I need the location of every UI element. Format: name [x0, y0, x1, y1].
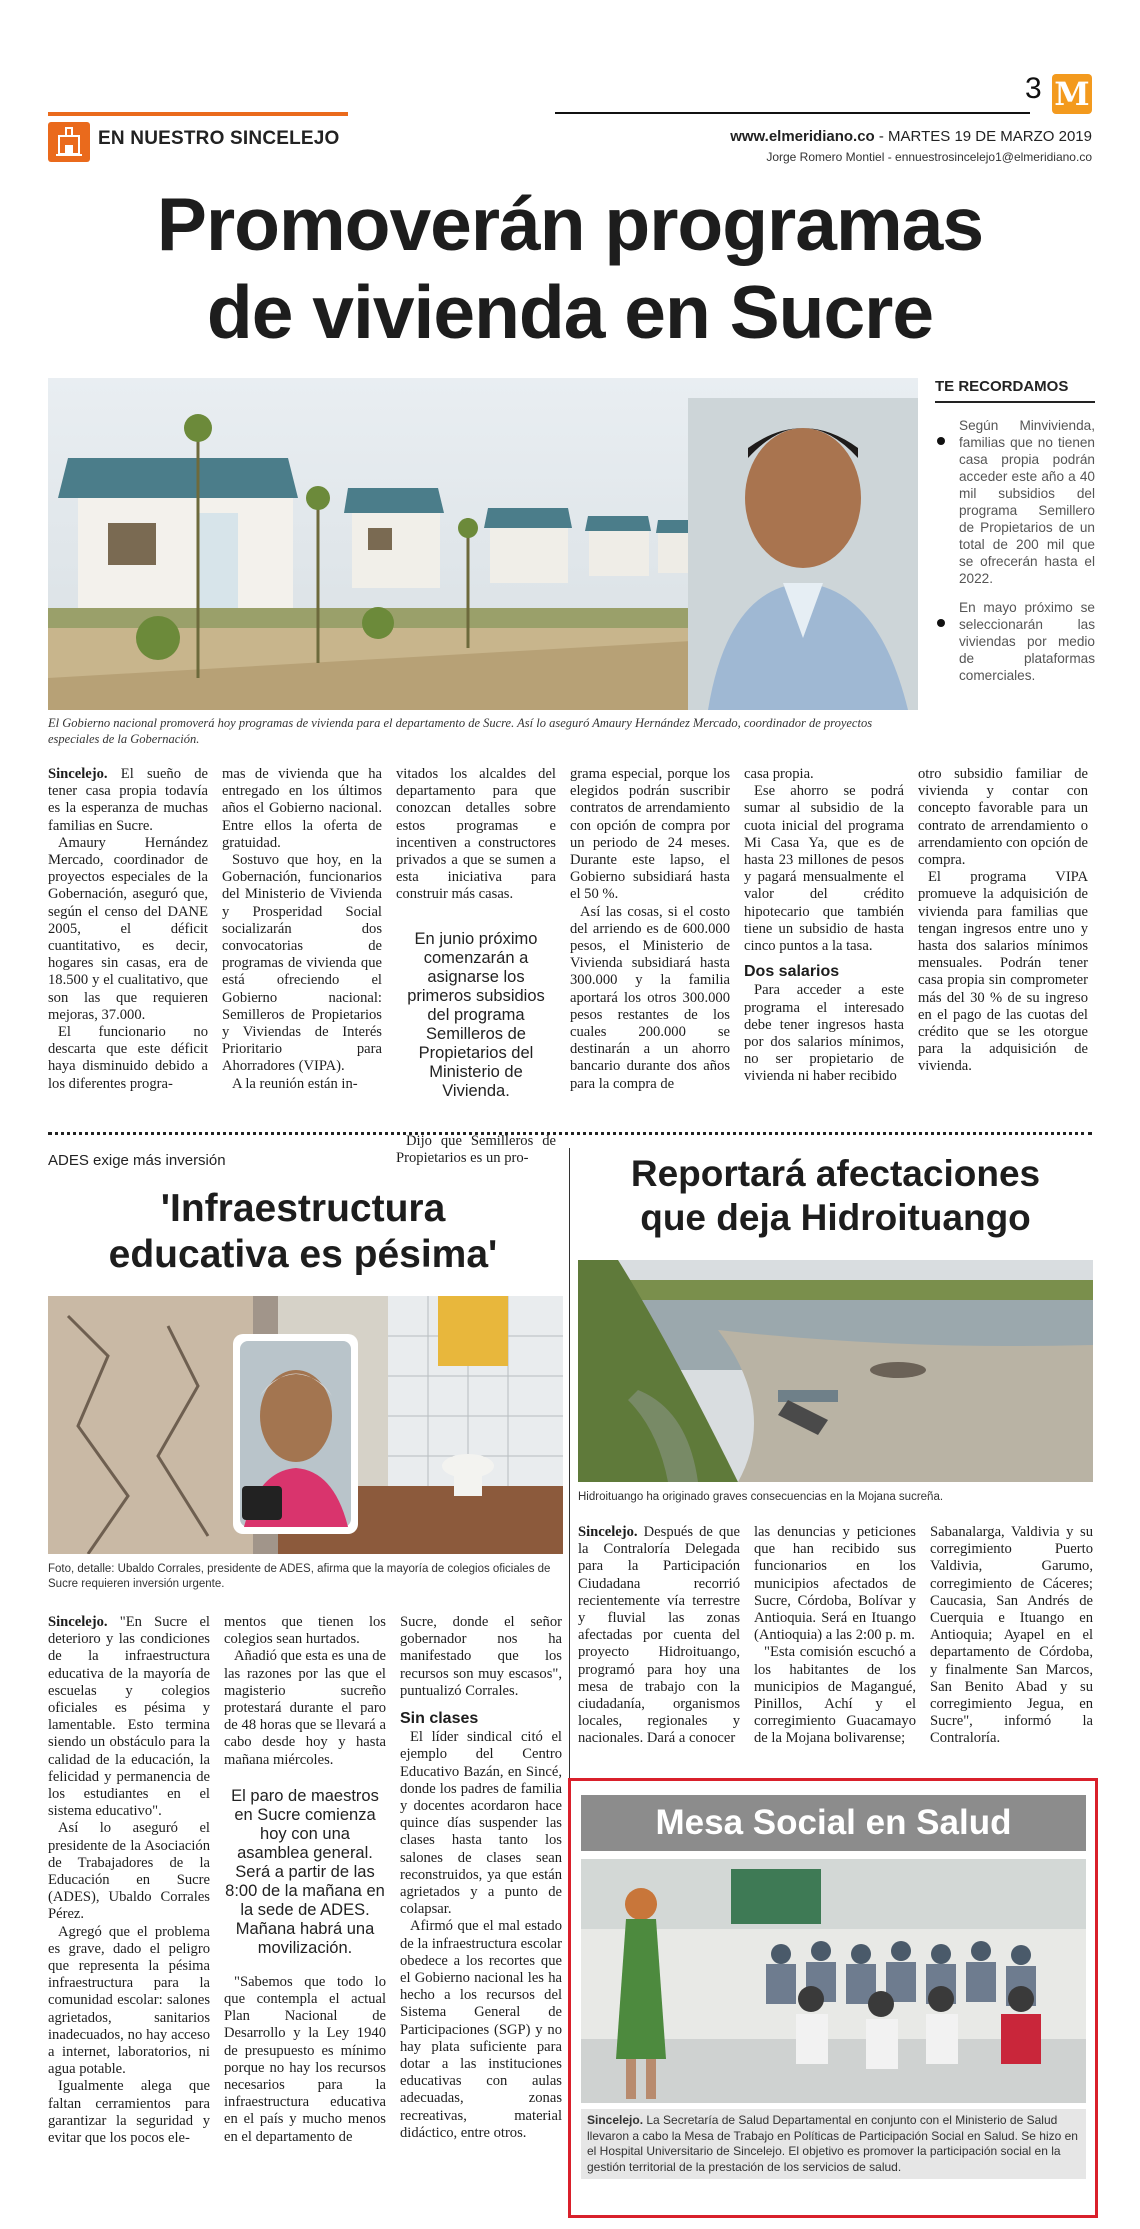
sidebar-rule: [935, 401, 1095, 403]
logo-letter: M: [1054, 75, 1090, 113]
mesa-social-box: [568, 1778, 1098, 2218]
subhead-sin-clases: Sin clases: [400, 1710, 479, 1728]
ades-column-2: mentos que tienen los colegios sean hurtados. Añadió que esta es una de las razones por las que el magisterio sucreño protestará durante el paro de 48 horas que se llevará a cabo desde hoy y hasta mañana miércoles. El paro de maestros en Sucre comienza hoy con una asamblea general. Será a partir de las 8:00 de la mañana en la sede de ADES. Mañana habrá una movilización. "Sabemos que todo lo que contempla el actual Plan Nacional de Desarrollo y la Ley 1940 de presupuesto es mínimo porque no hay los recursos necesarios para la infraestructura educativa en el país y mucho menos en el departamento de: [224, 1614, 386, 2145]
ades-kicker: ADES exige más inversión: [48, 1152, 226, 1169]
header-rule: [555, 112, 1030, 114]
meeting-photo: [581, 1859, 1086, 2103]
dateline: [730, 128, 1092, 145]
sidebar-item-text: En mayo próximo se seleccionarán las viviendas por medio de plataformas comerciales.: [959, 600, 1095, 683]
site-url[interactable]: www.elmeridiano.co: [730, 128, 875, 145]
river-illustration: [578, 1260, 1093, 1482]
main-column-1: Sincelejo. El sueño de tener casa propia todavía es la esperanza de muchas familias en Sucre. Amaury Hernández Mercado, coordinador de proyectos especiales de la Gobernación, aseguró que, según el censo del DANE 2005, el déficit cuantitativo, es decir, hogares sin casas, era de 18.500 y el cualitativo, que son las que requieren mejoras, 37.000. El funcionario no descarta que este déficit haya disminuido debido a los diferentes progra-: [48, 766, 208, 1092]
byline: Jorge Romero Montiel - ennuestrosincelejo1@elmeridiano.co: [766, 150, 1092, 164]
school-photo: [48, 1296, 563, 1554]
page-number: 3: [1025, 72, 1042, 105]
sidebar-box: [935, 378, 1095, 684]
bullet-icon: [937, 619, 945, 627]
main-headline: [0, 180, 1140, 356]
hidro-column-1: Sincelejo. Después de que la Contraloría Delegada para la Participación Ciudadana recorrió recientemente vía terrestre y fluvial las zonas afectadas por cuenta del proyecto Hidroituango, programó para hoy una mesa de trabajo con la ciudadanía, organismos locales, regionales y nacionales. Dará a conocer: [578, 1524, 741, 1747]
mesa-social-banner: Mesa Social en Salud: [581, 1795, 1086, 1851]
section-accent-line: [48, 112, 348, 116]
main-column-5: casa propia. Ese ahorro se podrá sumar al subsidio de la cuota inicial del programa Mi Casa Ya, que es de hasta 23 millones de pesos y pagará mensualmente el valor del crédito hipotecario que también tiene un subsidio de hasta cinco puntos a la tasa. Dos salarios Para acceder a este programa el interesado debe tener ingresos hasta por dos salarios mínimos, no ser propietario de vivienda ni haber recibido: [744, 766, 904, 1085]
ades-column-3: Sucre, donde el señor gobernador nos ha manifestado que los recursos son muy escasos", puntualizó Corrales. Sin clases El líder sindical citó el ejemplo del Centro Educativo Bazán, en Sincé, donde los padres de familia y docentes acordaron hace quince días suspender las clases hasta tanto los salones de clases sean reconstruidos, ya que están agrietados y a punto de colapsar. Afirmó que el mal estado de la infraestructura escolar obedece a los recortes que el Gobierno nacional les ha hecho a los recursos del Sistema General de Participaciones (SGP) y no hay plata suficiente para dotar a las instituciones educativas con aulas adecuadas, zonas recreativas, material didáctico, entre otros.: [400, 1614, 562, 2141]
town-hall-icon: [48, 122, 90, 162]
main-headline-line1: Promoverán programas: [156, 182, 984, 266]
housing-photo: [48, 378, 918, 710]
main-column-6: otro subsidio familiar de vivienda y contar con concepto favorable para un contrato de arrendamiento o arrendamiento con opción de compra. El programa VIPA promueve la adquisición de vivienda para familias que tengan ingresos entre uno y hasta dos salarios mínimos mensuales. Podrán tener casa propia sin comprometer más del 30 % de su ingreso en el pago de las cuotas del crédito que se les otorgue para la adquisición de vivienda.: [918, 766, 1088, 1075]
sidebar-item-text: Según Minvivienda, familias que no tienen casa propia podrán acceder este año a 40 mil subsidios del programa Semillero de Propietarios de un total de 200 mil que se ofrecerán hasta el 2022.: [959, 418, 1095, 586]
issue-date: - MARTES 19 DE MARZO 2019: [878, 128, 1092, 145]
sidebar-item: [935, 599, 1095, 684]
ades-headline: 'Infraestructura educativa es pésima': [108, 1187, 498, 1276]
meeting-illustration: [581, 1859, 1086, 2103]
subhead-dos-salarios: Dos salarios: [744, 963, 840, 981]
sidebar-title: TE RECORDAMOS: [935, 378, 1069, 395]
main-photo-caption: El Gobierno nacional promoverá hoy programas de vivienda para el departamento de Sucre. Así lo aseguró Amaury Hernández Mercado, coordinador de proyectos especiales de la Gobernación.: [48, 716, 873, 746]
section-icon: [48, 122, 90, 162]
ades-photo-caption: Foto, detalle: Ubaldo Corrales, presidente de ADES, afirma que la mayoría de colegios oficiales de Sucre requieren inversión urgente.: [48, 1563, 551, 1590]
hidro-column-3: Sabanalarga, Valdivia y su corregimiento Puerto Valdivia, Garumo, corregimiento de Cáceres; Caucasia, San Andrés de Cuerquia e Ituango en Antioquia; Ayapel en el departamento de Córdoba, y finalmente San Marcos, San Benito Abad y su corregimiento Jegua, en Sucre", informó la Contraloría.: [930, 1524, 1093, 1747]
section-label: EN NUESTRO SINCELEJO: [98, 128, 340, 149]
bullet-icon: [937, 437, 945, 445]
housing-illustration: [48, 378, 918, 710]
main-column-2: mas de vivienda que ha entregado en los últimos años el Gobierno nacional. Entre ellos la oferta de gratuidad. Sostuvo que hoy, en la Gobernación, funcionarios del Ministerio de Vivienda y Prosperidad Social socializarán dos convocatorias de programas de vivienda que está ofreciendo el Gobierno nacional: Semilleros de Propietarios y Viviendas de Interés Prioritario para Ahorradores (VIPA). A la reunión están in-: [222, 766, 382, 1092]
sidebar-item: [935, 417, 1095, 587]
river-photo: [578, 1260, 1093, 1482]
hidro-column-2: las denuncias y peticiones que han recibido sus funcionarios en los municipios afectados de Sucre, Córdoba, Bolívar y Antioquia. Será en Ituango (Antioquia) a las 2:00 p. m. "Esta comisión escuchó a los habitantes de los municipios de Magangué, Pinillos, Achí y el corregimiento Guacamayo de la Mojana bolivarense;: [754, 1524, 916, 1747]
section-divider: [48, 1132, 1092, 1135]
main-column-3: vitados los alcaldes del departamento para que conozcan detalles sobre estos programas e incentiven a constructores privados a que se sumen a esta iniciativa para construir más casas. En junio próximo comenzarán a asignarse los primeros subsidios del programa Semilleros de Propietarios del Ministerio de Vivienda. Dijo que Semilleros de Propietarios es un pro-: [396, 766, 556, 1166]
ades-pull-quote: El paro de maestros en Sucre comienza hoy con una asamblea general. Será a partir de las 8:00 de la mañana en la sede de ADES. Mañana habrá una movilización.: [225, 1786, 385, 1957]
mesa-social-caption: Sincelejo. La Secretaría de Salud Departamental en conjunto con el Ministerio de Salud llevaron a cabo la Mesa de Trabajo en Políticas de Participación Social en Salud. Se hizo en el Hospital Universitario de Sincelejo. El objetivo es promover la participación social en la gestión territorial de la prestación de los servicios de salud.: [581, 2109, 1086, 2179]
hidro-headline: Reportará afectaciones que deja Hidroituango: [630, 1153, 1041, 1238]
newspaper-logo: [1052, 74, 1092, 114]
main-headline-line2: de vivienda en Sucre: [206, 270, 934, 354]
section-header: [48, 112, 348, 162]
ades-column-1: Sincelejo. "En Sucre el deterioro y las condiciones de la infraestructura educativa de la mayoría de escuelas y colegios oficiales es pésima y lamentable. Esto termina siendo un obstáculo para la calidad de la educación, la felicidad y permanencia de los estudiantes en el sistema educativo". Así lo aseguró el presidente de la Asociación de Trabajadores de la Educación en Sucre (ADES), Ubaldo Corrales Pérez. Agregó que el problema es grave, dado el peligro que representa la pésima infraestructura para la comunidad escolar: salones agrietados, sanitarios inadecuados, no hay acceso a internet, laboratorios, ni agua potable. Igualmente alega que faltan cerramientos para garantizar la seguridad y evitar que los pocos ele-: [48, 1614, 210, 2147]
main-pull-quote: En junio próximo comenzarán a asignarse los primeros subsidios del programa Semilleros de Propietarios del Ministerio de Vivienda.: [407, 929, 545, 1100]
hidro-photo-caption: Hidroituango ha originado graves consecuencias en la Mojana sucreña.: [578, 1491, 944, 1503]
dateline-lead: Sincelejo.: [48, 766, 108, 782]
school-illustration: [48, 1296, 563, 1554]
main-column-4: grama especial, porque los elegidos podrán suscribir contratos de arrendamiento con opción de compra por un periodo de 24 meses. Durante este lapso, el Gobierno subsidiará hasta el 50 %. Así las cosas, si el costo del arriendo es de 600.000 pesos, el Ministerio de Vivienda subsidiará hasta 300.000 y la familia aportará los otros 300.000 pesos restantes de los cuales 200.000 se destinarán a un ahorro bancario durante dos años para la compra de: [570, 766, 730, 1092]
